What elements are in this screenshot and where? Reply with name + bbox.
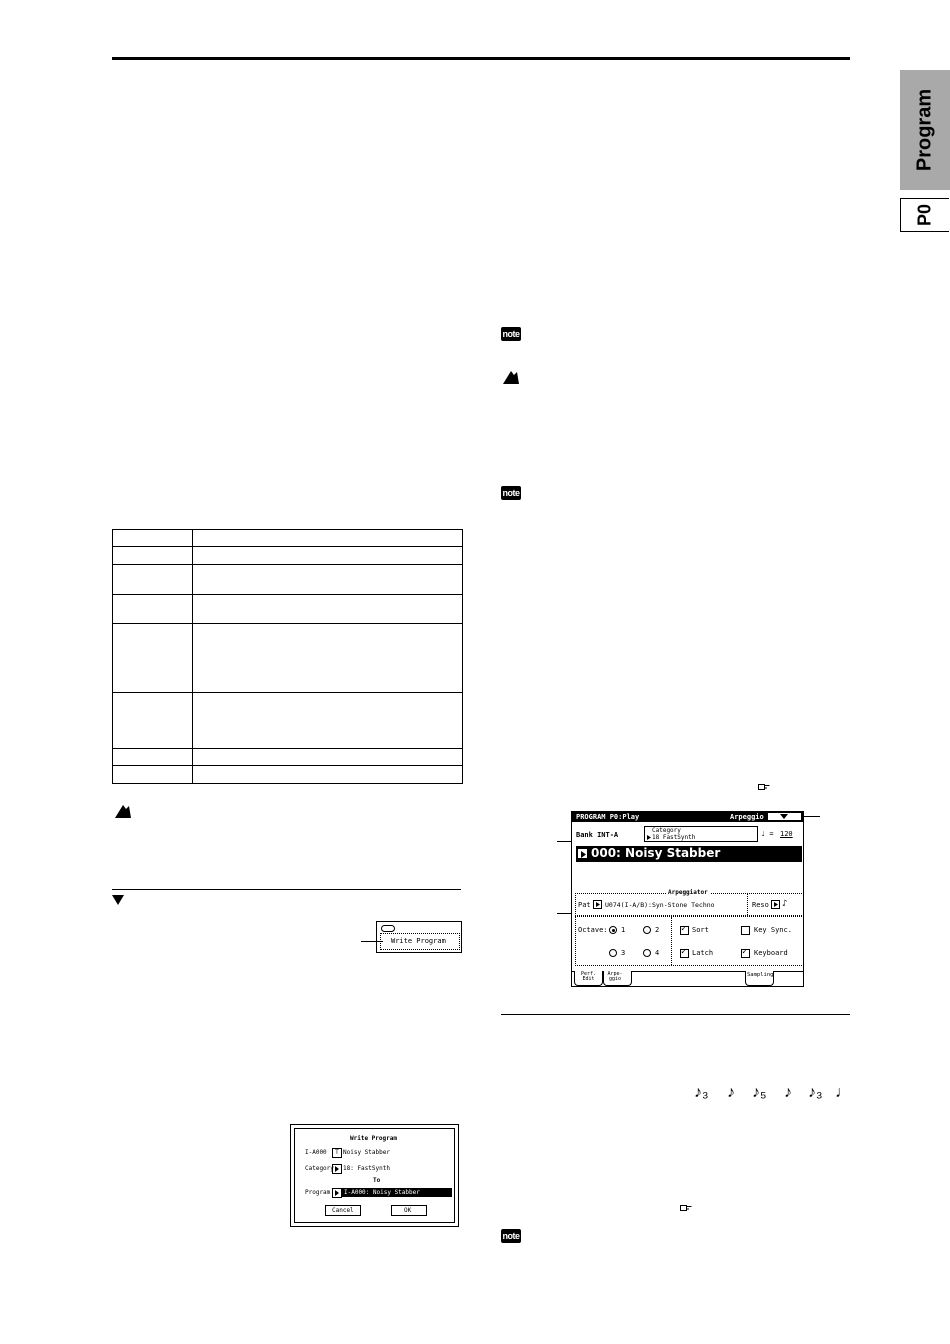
callout-line	[557, 841, 571, 842]
tab-perf-edit-label: Perf. Edit	[580, 971, 597, 982]
arpeggiator-pattern-group	[575, 889, 804, 916]
category-select[interactable]	[644, 826, 758, 842]
callout-line	[557, 913, 571, 914]
octave-radio-2[interactable]	[643, 926, 651, 934]
ok-button-label: OK	[404, 1207, 412, 1214]
pointing-hand-icon	[758, 783, 770, 791]
write-program-menu-label: Write Program	[391, 937, 446, 945]
section-divider	[112, 889, 461, 890]
note-value-8th-quintuplet: ♪₅	[752, 1084, 767, 1101]
category-select-value: 18 FastSynth	[652, 834, 696, 841]
reso-select-button[interactable]	[771, 900, 780, 909]
page-menu-popup	[376, 921, 462, 953]
pattern-label: Pat	[578, 901, 591, 909]
tab-perf-edit[interactable]	[574, 971, 603, 986]
note-value-16th-triplet: ♪₃	[694, 1084, 709, 1101]
page-menu-button[interactable]	[768, 813, 801, 820]
play-triangle-icon	[335, 1166, 339, 1172]
note-value-8th-triplet: ♪₃	[808, 1084, 823, 1101]
screen-header-bar	[572, 812, 803, 822]
reso-label: Reso	[752, 901, 769, 909]
note-icon: note	[502, 1231, 520, 1241]
program-play-screen	[571, 811, 804, 987]
program-name-bar[interactable]	[576, 846, 802, 862]
key-sync-checkbox[interactable]	[741, 926, 750, 935]
tab-arpeggio-label: Arpe-ggio	[607, 971, 623, 982]
source-program-name[interactable]: Noisy Stabber	[343, 1149, 390, 1156]
program-name: 000: Noisy Stabber	[591, 846, 721, 860]
program-select-button[interactable]	[577, 848, 588, 859]
program-label: Program	[305, 1189, 331, 1196]
chapter-tab[interactable]	[900, 70, 950, 190]
octave-label: Octave:	[578, 926, 608, 934]
octave-radio-1[interactable]	[609, 926, 617, 934]
section-tab[interactable]	[900, 198, 949, 232]
write-program-dialog	[290, 1124, 459, 1227]
chapter-tab-label: Program	[913, 88, 936, 172]
octave-radio-3[interactable]	[609, 949, 617, 957]
octave-option-3: 3	[621, 949, 626, 957]
cancel-button[interactable]	[325, 1205, 361, 1216]
pattern-value: U074(I-A/B):Syn-Stone Techno	[605, 901, 715, 909]
note-value-8th: ♪	[784, 1084, 792, 1101]
text-edit-button[interactable]: T	[332, 1148, 342, 1158]
octave-option-2: 2	[655, 926, 660, 934]
octave-option-1: 1	[621, 926, 626, 934]
pattern-divider	[747, 894, 749, 915]
play-triangle-icon	[581, 851, 586, 858]
note-icon: note	[502, 488, 520, 498]
category-value: 18: FastSynth	[343, 1165, 390, 1172]
screen-header-page: Arpeggio	[730, 813, 764, 821]
keyboard-label: Keyboard	[754, 949, 788, 957]
arpeggiator-options-group	[575, 916, 804, 966]
screen-header-title: PROGRAM P0:Play	[576, 813, 640, 821]
category-popup-button[interactable]	[332, 1164, 342, 1174]
cancel-button-label: Cancel	[332, 1207, 354, 1214]
write-program-menu-item[interactable]	[380, 933, 460, 950]
category-label: Category	[305, 1165, 334, 1172]
program-popup-button[interactable]	[332, 1188, 342, 1198]
options-divider	[671, 917, 673, 965]
triangle-down-icon	[780, 814, 788, 819]
note-values-row	[694, 1084, 850, 1104]
octave-option-4: 4	[655, 949, 660, 957]
caution-hand-icon	[501, 369, 521, 385]
pattern-select-button[interactable]	[593, 900, 602, 909]
tab-arpeggio[interactable]	[603, 971, 632, 986]
octave-radio-4[interactable]	[643, 949, 651, 957]
sort-checkbox[interactable]	[680, 926, 689, 935]
tempo-value[interactable]: 120	[780, 830, 793, 838]
caution-hand-icon	[113, 803, 133, 819]
program-destination-value: I-A000: Noisy Stabber	[344, 1189, 420, 1196]
note-icon: note	[502, 329, 520, 339]
play-triangle-icon	[596, 902, 600, 907]
eighth-note-icon: ♪	[782, 899, 788, 909]
parameter-table	[112, 529, 463, 784]
triangle-down-icon	[112, 895, 124, 905]
callout-line	[802, 816, 820, 817]
bank-label: Bank INT-A	[576, 831, 619, 839]
menu-icon	[381, 925, 395, 932]
source-program-id: I-A000	[305, 1149, 327, 1156]
play-triangle-icon	[647, 835, 651, 840]
tab-sampling[interactable]	[745, 971, 774, 986]
tempo-label: ♩ =	[761, 830, 774, 838]
note-value-quarter: ♩	[835, 1084, 851, 1101]
ok-button[interactable]	[391, 1205, 427, 1216]
category-select-label: Category	[652, 827, 681, 834]
key-sync-label: Key Sync.	[754, 926, 792, 934]
note-value-16th: ♪	[727, 1084, 735, 1101]
header-rule	[112, 57, 850, 60]
to-label: To	[373, 1177, 381, 1184]
section-tab-label: P0	[914, 203, 935, 227]
program-destination-field[interactable]	[342, 1188, 452, 1197]
latch-checkbox[interactable]	[680, 949, 689, 958]
latch-label: Latch	[692, 949, 714, 957]
sort-label: Sort	[692, 926, 709, 934]
dialog-title: Write Program	[350, 1135, 397, 1142]
arpeggiator-section-label: Arpeggiator	[668, 889, 708, 896]
play-triangle-icon	[774, 902, 778, 907]
tab-sampling-label: Sampling	[747, 972, 774, 978]
keyboard-checkbox[interactable]	[741, 949, 750, 958]
callout-line	[361, 941, 383, 942]
dialog-inner-frame	[294, 1128, 455, 1223]
pointing-hand-icon	[680, 1204, 692, 1212]
play-triangle-icon	[335, 1190, 339, 1196]
section-divider	[501, 1014, 850, 1015]
